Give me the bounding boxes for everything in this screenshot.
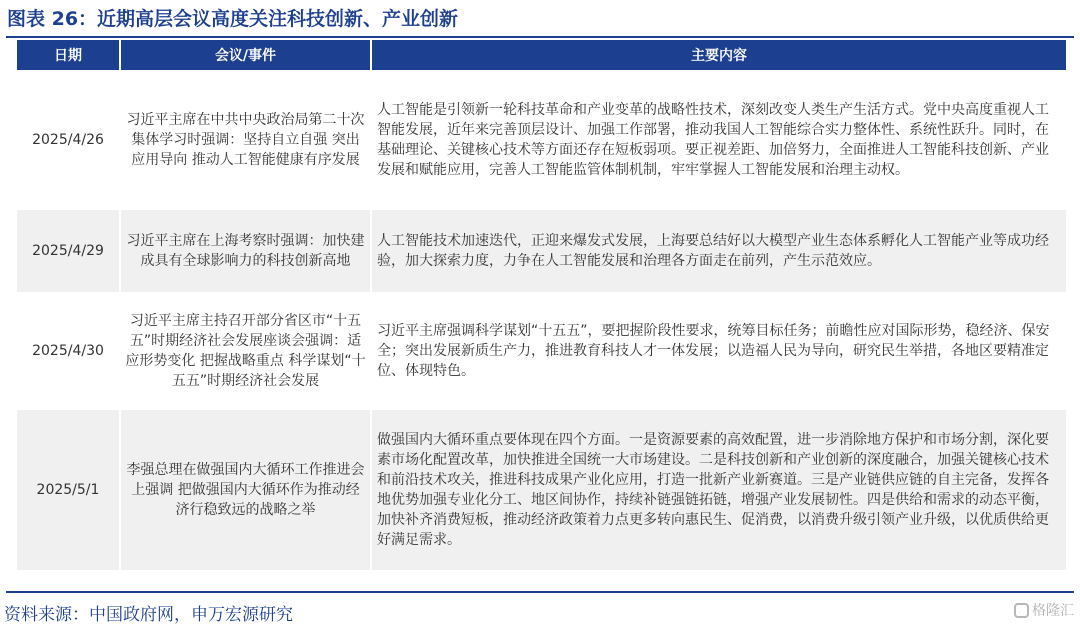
row-date: 2025/5/1 <box>17 410 120 570</box>
row-content: 人工智能是引领新一轮科技革命和产业变革的战略性技术，深刻改变人类生产生活方式。党中央高度重视人工智能发展，近年来完善顶层设计、加强工作部署，推动我国人工智能综合实力整体性、系统性跃升。同时，在基础理论、关键核心技术等方面还存在短板弱项。要正视差距、加倍努力，全面推进人工智能科技创新、产业发展和赋能应用，完善人工智能监管体制机制，牢牢掌握人工智能发展和治理主动权。 <box>371 74 1066 206</box>
row-content: 习近平主席强调科学谋划“十五五”，要把握阶段性要求，统筹目标任务；前瞻性应对国际形势，稳经济、保安全；突出发展新质生产力，推进教育科技人才一体发展；以造福人民为导向，研究民生举措，各地区要精准定位、体现特色。 <box>371 296 1066 406</box>
row-event: 习近平主席在上海考察时强调：加快建成具有全球影响力的科技创新高地 <box>120 210 371 292</box>
source-note: 资料来源：中国政府网，申万宏源研究 <box>4 605 293 625</box>
gelonghui-logo-icon <box>1014 603 1029 618</box>
figure-title: 图表 26：近期高层会议高度关注科技创新、产业创新 <box>7 8 459 30</box>
table-row <box>17 410 1066 570</box>
watermark-text: 格隆汇 <box>1032 603 1074 619</box>
meetings-table <box>17 40 1066 570</box>
table-row <box>17 210 1066 292</box>
row-event: 李强总理在做强国内大循环工作推进会上强调 把做强国内大循环作为推动经济行稳致远的战略之举 <box>120 410 371 570</box>
table-header-row <box>17 40 1066 70</box>
row-date: 2025/4/30 <box>17 296 120 406</box>
row-content: 做强国内大循环重点要体现在四个方面。一是资源要素的高效配置，进一步消除地方保护和市场分割，深化要素市场化配置改革，加快推进全国统一大市场建设。二是科技创新和产业创新的深度融合，加强关键核心技术和前沿技术攻关，推进科技成果产业化应用，打造一批新产业新赛道。三是产业链供应链的自主完备，发挥各地优势加强专业化分工、地区间协作，持续补链强链拓链，增强产业发展韧性。四是供给和需求的动态平衡，加快补齐消费短板，推动经济政策着力点更多转向惠民生、促消费，以消费升级引领产业升级，以优质供给更好满足需求。 <box>371 410 1066 570</box>
row-event: 习近平主席主持召开部分省区市“十五五”时期经济社会发展座谈会强调：适应形势变化 把握战略重点 科学谋划“十五五”时期经济社会发展 <box>120 296 371 406</box>
row-date: 2025/4/29 <box>17 210 120 292</box>
header-event: 会议/事件 <box>120 40 371 70</box>
row-date: 2025/4/26 <box>17 74 120 206</box>
table-row <box>17 296 1066 406</box>
footer-divider <box>6 591 1074 593</box>
header-date: 日期 <box>17 40 120 70</box>
table-row <box>17 74 1066 206</box>
row-event: 习近平主席在中共中央政治局第二十次集体学习时强调：坚持自立自强 突出应用导向 推动人工智能健康有序发展 <box>120 74 371 206</box>
row-content: 人工智能技术加速迭代，正迎来爆发式发展，上海要总结好以大模型产业生态体系孵化人工智能产业等成功经验，加大探索力度，力争在人工智能发展和治理各方面走在前列，产生示范效应。 <box>371 210 1066 292</box>
header-content: 主要内容 <box>371 40 1066 70</box>
watermark <box>1014 600 1074 620</box>
title-divider <box>6 36 1074 38</box>
